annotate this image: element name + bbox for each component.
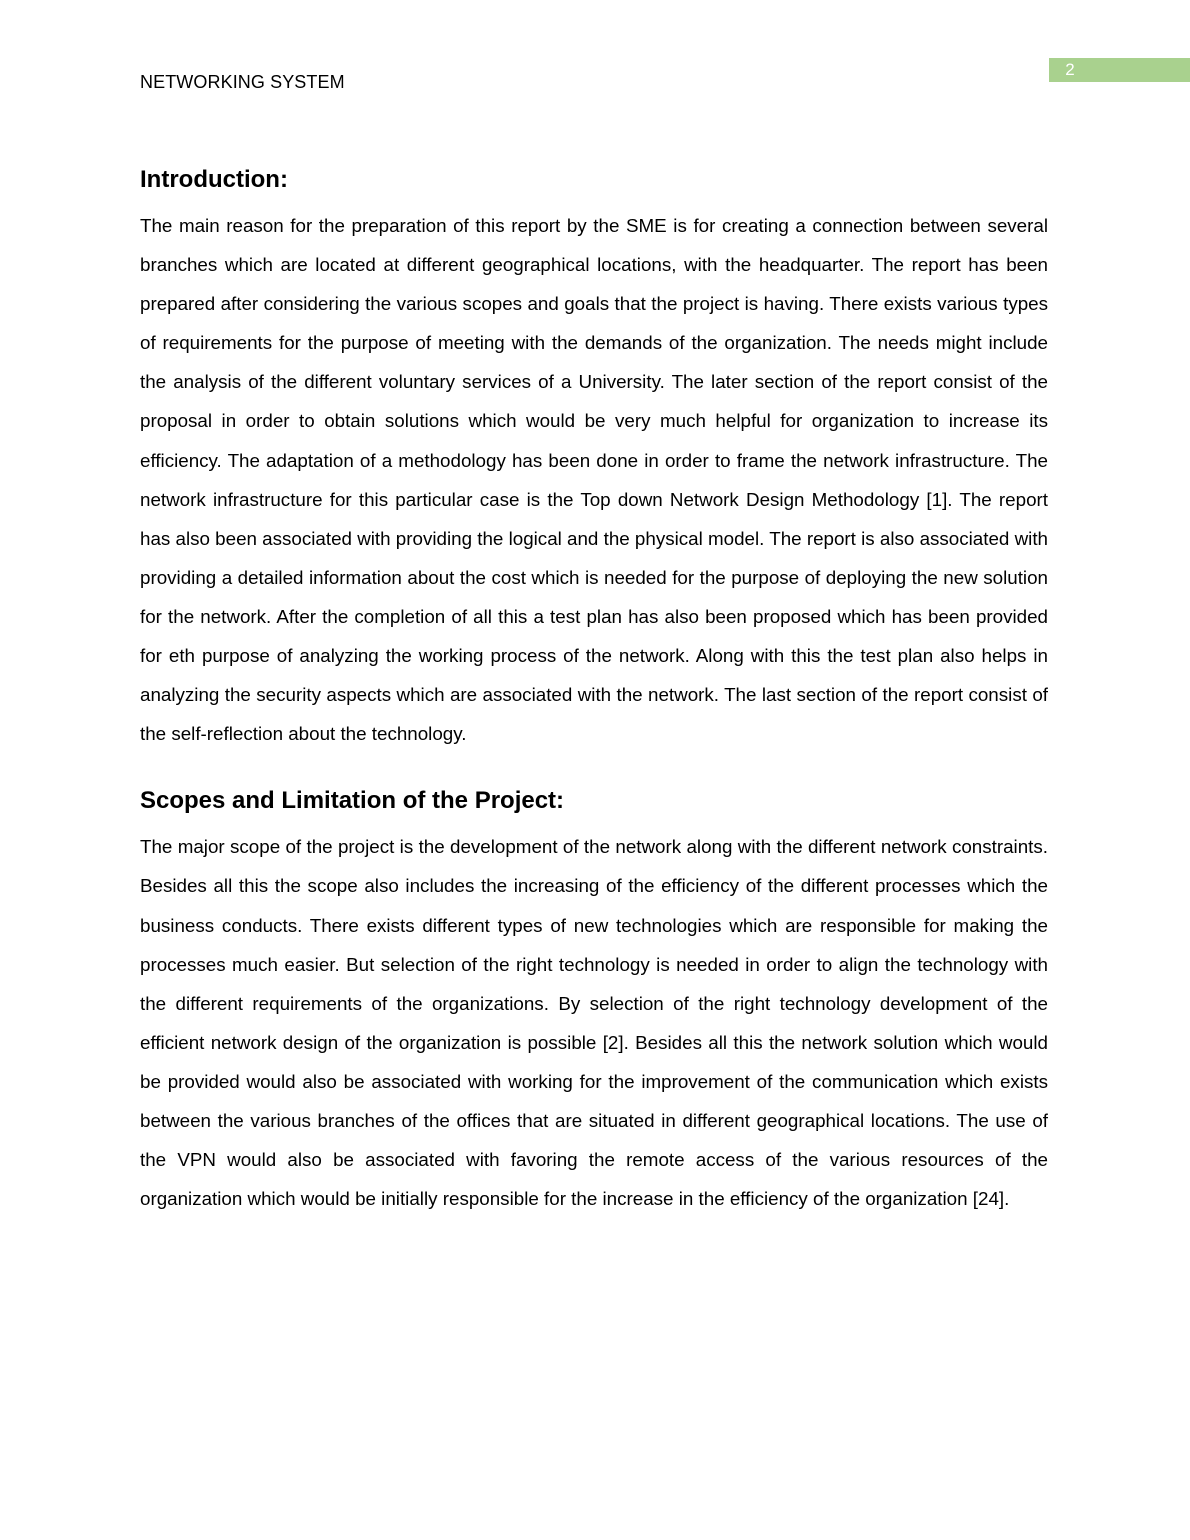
scope-paragraph: The major scope of the project is the development of the network along with the different network constraints. Besides all this the scope also includes the increasing of the efficiency of the different processes which the business conducts. There exists different types of new technologies which are responsible for making the processes much easier. But selection of the right technology is needed in order to align the technology with the different requirements of the organizations. By selection of the right technology development of the efficient network design of the organization is possible [2]. Besides all this the network solution which would be provided would also be associated with working for the improvement of the communication which exists between the various branches of the offices that are situated in different geographical locations. The use of the VPN would also be associated with favoring the remote access of the various resources of the organization which would be initially responsible for the increase in the efficiency of the organization [24].	[140, 836, 1048, 1210]
introduction-heading: Introduction:	[140, 166, 288, 193]
scope-heading: Scopes and Limitation of the Project:	[140, 787, 565, 815]
running-header: NETWORKING SYSTEM	[140, 72, 345, 92]
introduction-paragraph: The main reason for the preparation of this report by the SME is for creating a connection between several branches which are located at different geographical locations, with the headquarter. The report has been prepared after considering the various scopes and goals that the project is having. There exists various types of requirements for the purpose of meeting with the demands of the organization. The needs might include the analysis of the different voluntary services of a University. The later section of the report consist of the proposal in order to obtain solutions which would be very much helpful for organization to increase its efficiency. The adaptation of a methodology has been done in order to frame the network infrastructure. The network infrastructure for this particular case is the Top down Network Design Methodology [1]. The report has also been associated with providing the logical and the physical model. The report is also associated with providing a detailed information about the cost which is needed for the purpose of deploying the new solution for the network. After the completion of all this a test plan has also been proposed which has been provided for eth purpose of analyzing the working process of the network. Along with this the test plan also helps in analyzing the security aspects which are associated with the network. The last section of the report consist of the self-reflection about the technology.	[140, 215, 1048, 745]
document-body	[140, 165, 1048, 1218]
page-number: 2	[1065, 60, 1075, 79]
page-number-badge	[1049, 58, 1190, 82]
